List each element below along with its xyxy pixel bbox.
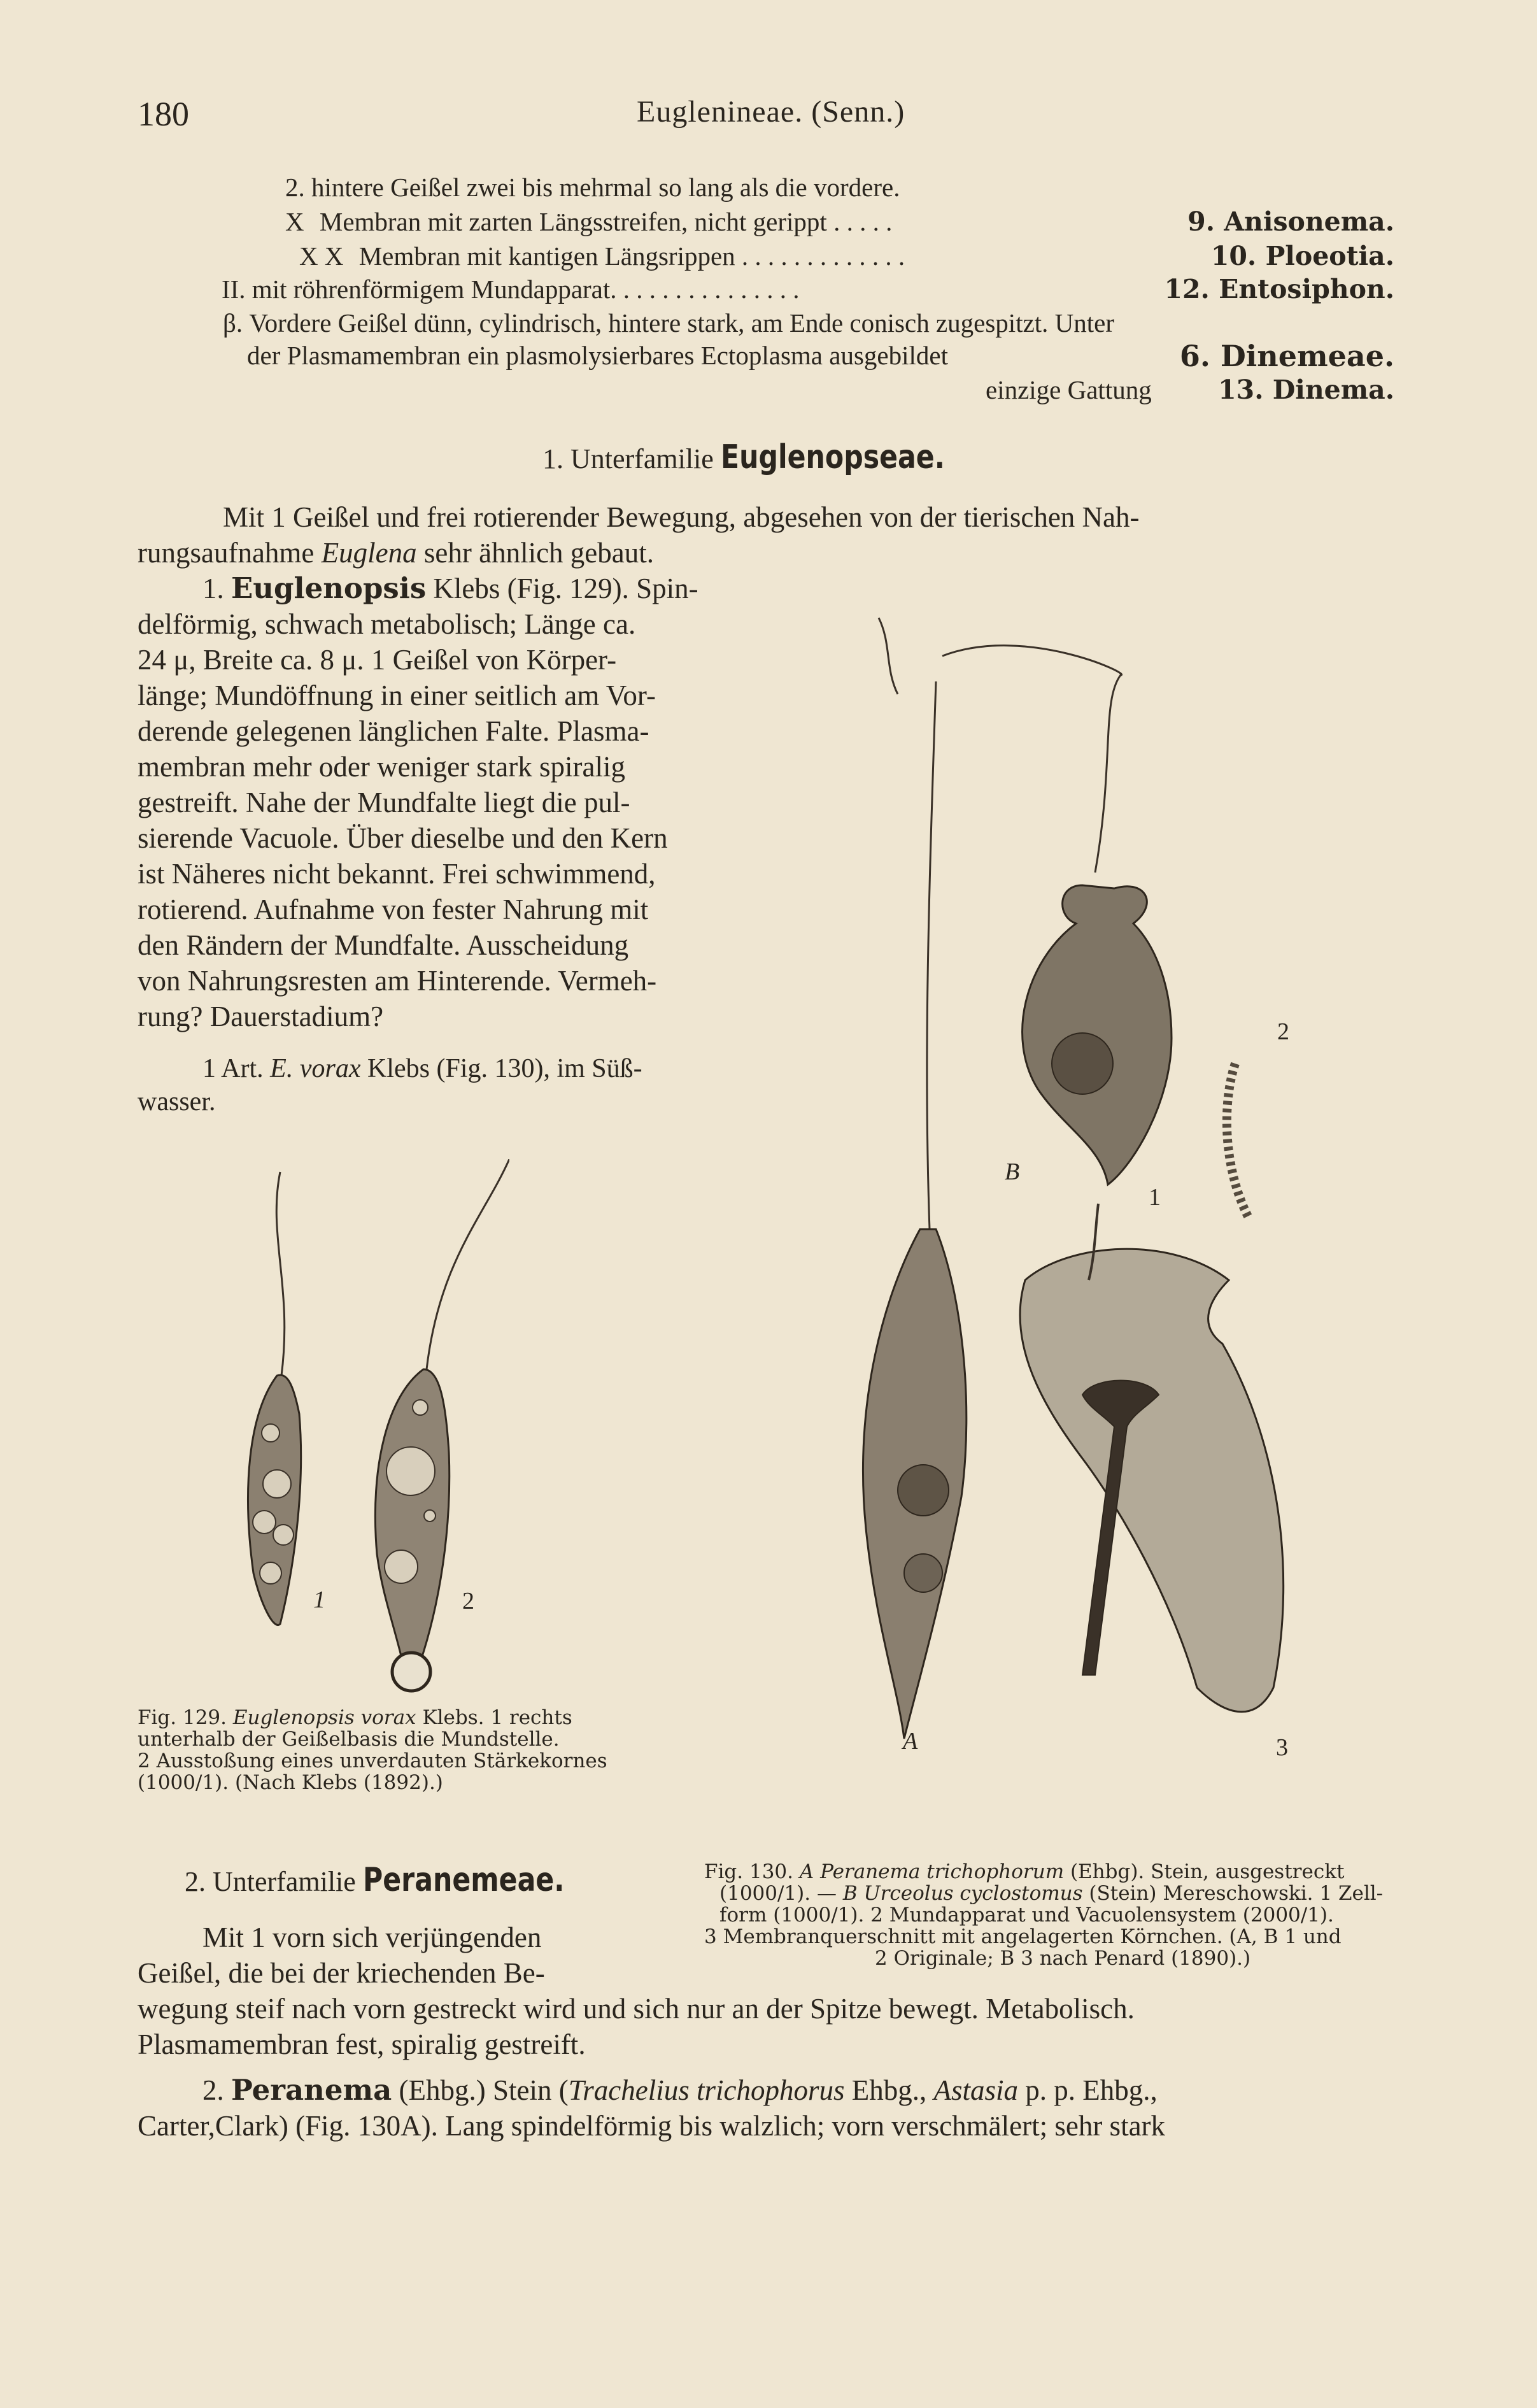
euglenopsis-line: 24 μ, Breite ca. 8 μ. 1 Geißel von Körper-: [138, 644, 617, 676]
sub2-intro-3: wegung steif nach vorn gestreckt wird und sich nur an der Spitze bewegt. Metabolisch.: [138, 1993, 1135, 2025]
key-line-5: β. Vordere Geißel dünn, cylindrisch, hintere stark, am Ende conisch zugespitzt. Unter: [223, 308, 1115, 338]
genus-number: 2.: [202, 2074, 224, 2106]
genus-dinema: 13. Dinema.: [1218, 374, 1394, 405]
sub2-intro-2: Geißel, die bei der kriechenden Be-: [138, 1957, 545, 1989]
taxon-italic: A Peranema trichophorum: [799, 1860, 1065, 1883]
figure-129-drawing: [229, 1159, 509, 1707]
euglenopsis-line: den Rändern der Mundfalte. Ausscheidung: [138, 929, 629, 961]
taxon-italic: Euglenopsis vorax: [232, 1706, 416, 1729]
euglenopsis-heading: [202, 571, 698, 606]
euglenopsis-line: ist Näheres nicht bekannt. Frei schwimmend,: [138, 858, 656, 890]
key-line-7: einzige Gattung: [986, 375, 1152, 404]
subfamily-prefix: 2. Unterfamilie: [185, 1866, 356, 1897]
fig130-caption-3: form (1000/1). 2 Mundapparat und Vacuolensystem (2000/1).: [719, 1904, 1334, 1927]
key-line-2: [285, 206, 892, 237]
flagellum-A: [927, 681, 936, 1229]
key-mark: X: [285, 207, 304, 236]
genus-ploeotia: 10. Ploeotia.: [1210, 241, 1394, 271]
euglenopsis-line: gestreift. Nahe der Mundfalte liegt die pul-: [138, 787, 630, 818]
subfamily-heading-2: [185, 1861, 609, 1899]
fig130-caption-5: 2 Originale; B 3 nach Penard (1890).): [875, 1947, 1251, 1970]
text-span: 1 Art.: [202, 1054, 264, 1083]
fig130-label-B: B: [1005, 1158, 1020, 1185]
genus-anisonema: 9. Anisonema.: [1187, 206, 1394, 237]
taxon-italic: Trachelius trichophorus: [568, 2074, 845, 2106]
fig130-caption-4: 3 Membranquerschnitt mit angelagerten Körnchen. (A, B 1 und: [704, 1925, 1342, 1948]
peranema-heading: [202, 2072, 1158, 2108]
text-span: Klebs (Fig. 129). Spin-: [433, 573, 698, 604]
fig130-label-3: 3: [1276, 1734, 1288, 1761]
text-span: rungsaufnahme: [138, 537, 315, 569]
key-text: Membran mit kantigen Längsrippen . . . . . . . . . . . . .: [358, 241, 905, 271]
fig129-label-1: 1: [313, 1586, 325, 1613]
nucleus-B: [1052, 1033, 1113, 1094]
text-span: Fig. 129.: [138, 1706, 227, 1729]
euglenopsis-line: derende gelegenen länglichen Falte. Plasma-: [138, 715, 649, 747]
text-span: (Stein) Mereschowski. 1 Zell-: [1089, 1882, 1384, 1905]
text-span: Ehbg.,: [851, 2074, 927, 2106]
text-span: (1000/1). —: [719, 1882, 837, 1905]
genus-number: 1.: [202, 573, 224, 604]
fig129-label-2: 2: [462, 1588, 474, 1614]
key-line-3: [299, 241, 905, 271]
text-span: (Ehbg.) Stein (: [399, 2074, 569, 2106]
euglenopsis-art: [202, 1051, 642, 1086]
running-title: Euglenineae. (Senn.): [637, 95, 905, 129]
fig130-caption-2: [719, 1883, 1383, 1904]
taxon-italic: E. vorax: [270, 1054, 361, 1083]
subfamily-prefix: 1. Unterfamilie: [542, 443, 714, 474]
key-mark: X X: [299, 241, 344, 271]
subfamily-name: Euglenopseae.: [720, 438, 945, 476]
subfamily-heading-1: [542, 438, 994, 476]
text-span: p. p. Ehbg.,: [1025, 2074, 1158, 2106]
sub2-intro-1: Mit 1 vorn sich verjüngenden: [202, 1921, 542, 1953]
key-line-1: 2. hintere Geißel zwei bis mehrmal so lang als die vordere.: [285, 173, 900, 202]
euglenopsis-line: rung? Dauerstadium?: [138, 1001, 384, 1032]
fig130-caption-1: [704, 1861, 1344, 1883]
euglenopsis-art-2: wasser.: [138, 1087, 216, 1116]
genus-name: Peranema: [231, 2073, 392, 2107]
mouth-apparatus-B3: [1020, 1249, 1284, 1712]
text-span: sehr ähnlich gebaut.: [423, 537, 654, 569]
euglenopsis-line: länge; Mundöffnung in einer seitlich am Vor-: [138, 680, 656, 711]
fig129-caption-1: [138, 1707, 572, 1728]
euglenopsis-line: membran mehr oder weniger stark spiralig: [138, 751, 625, 783]
nucleus-A: [898, 1465, 949, 1516]
subfamily-name: Peranemeae.: [362, 1861, 565, 1899]
genus-name: Euglenopsis: [231, 571, 427, 605]
fig129-caption-2: unterhalb der Geißelbasis die Mundstelle.: [138, 1728, 560, 1751]
taxon-italic: Euglena: [321, 537, 417, 569]
key-line-4: II. mit röhrenförmigem Mundapparat. . . . . . . . . . . . . . .: [222, 274, 800, 304]
figure-130-drawing: [815, 605, 1299, 1847]
sub1-intro-1: Mit 1 Geißel und frei rotierender Bewegung, abgesehen von der tierischen Nah-: [223, 501, 1140, 533]
flagellum-1: [276, 1172, 285, 1376]
cell-B: [1023, 885, 1172, 1185]
key-text: Membran mit zarten Längsstreifen, nicht gerippt . . . . .: [319, 207, 893, 236]
flagellum-B: [942, 646, 1122, 873]
cell-2: [375, 1369, 449, 1662]
euglenopsis-line: delförmig, schwach metabolisch; Länge ca.: [138, 608, 636, 640]
fig130-label-2: 2: [1277, 1018, 1289, 1045]
edge-mark: [879, 618, 898, 694]
page-number: 180: [138, 95, 189, 133]
fig130-label-1: 1: [1149, 1184, 1161, 1211]
euglenopsis-line: von Nahrungsresten am Hinterende. Vermeh-: [138, 965, 657, 997]
peranema-line-2: Carter,Clark) (Fig. 130A). Lang spindelförmig bis walzlich; vorn verschmälert; sehr stark: [138, 2110, 1166, 2142]
membrane-section-2: [1227, 1064, 1248, 1216]
cell-1: [248, 1375, 301, 1625]
expelled-starch-grain: [392, 1653, 430, 1691]
flagellum-2: [427, 1159, 509, 1369]
key-line-6: der Plasmamembran ein plasmolysierbares Ectoplasma ausgebildet: [247, 341, 948, 370]
text-span: Klebs. 1 rechts: [422, 1706, 572, 1729]
text-span: Fig. 130.: [704, 1860, 793, 1883]
taxon-italic: Astasia: [933, 2074, 1019, 2106]
text-span: (Ehbg). Stein, ausgestreckt: [1070, 1860, 1345, 1883]
taxon-italic: B Urceolus cyclostomus: [842, 1882, 1083, 1905]
euglenopsis-line: sierende Vacuole. Über dieselbe und den Kern: [138, 822, 668, 854]
genus-entosiphon: 12. Entosiphon.: [1164, 274, 1394, 304]
text-span: Klebs (Fig. 130), im Süß-: [367, 1054, 642, 1083]
fig130-label-A: A: [903, 1728, 918, 1755]
fig129-caption-3: 2 Ausstoßung eines unverdauten Stärkekornes: [138, 1749, 607, 1772]
sub1-intro-2: [138, 535, 654, 571]
fig129-caption-4: (1000/1). (Nach Klebs (1892).): [138, 1771, 443, 1794]
euglenopsis-line: rotierend. Aufnahme von fester Nahrung mit: [138, 894, 649, 925]
genus-dinemeae: 6. Dinemeae.: [1179, 339, 1394, 373]
sub2-intro-4: Plasmamembran fest, spiralig gestreift.: [138, 2028, 586, 2060]
